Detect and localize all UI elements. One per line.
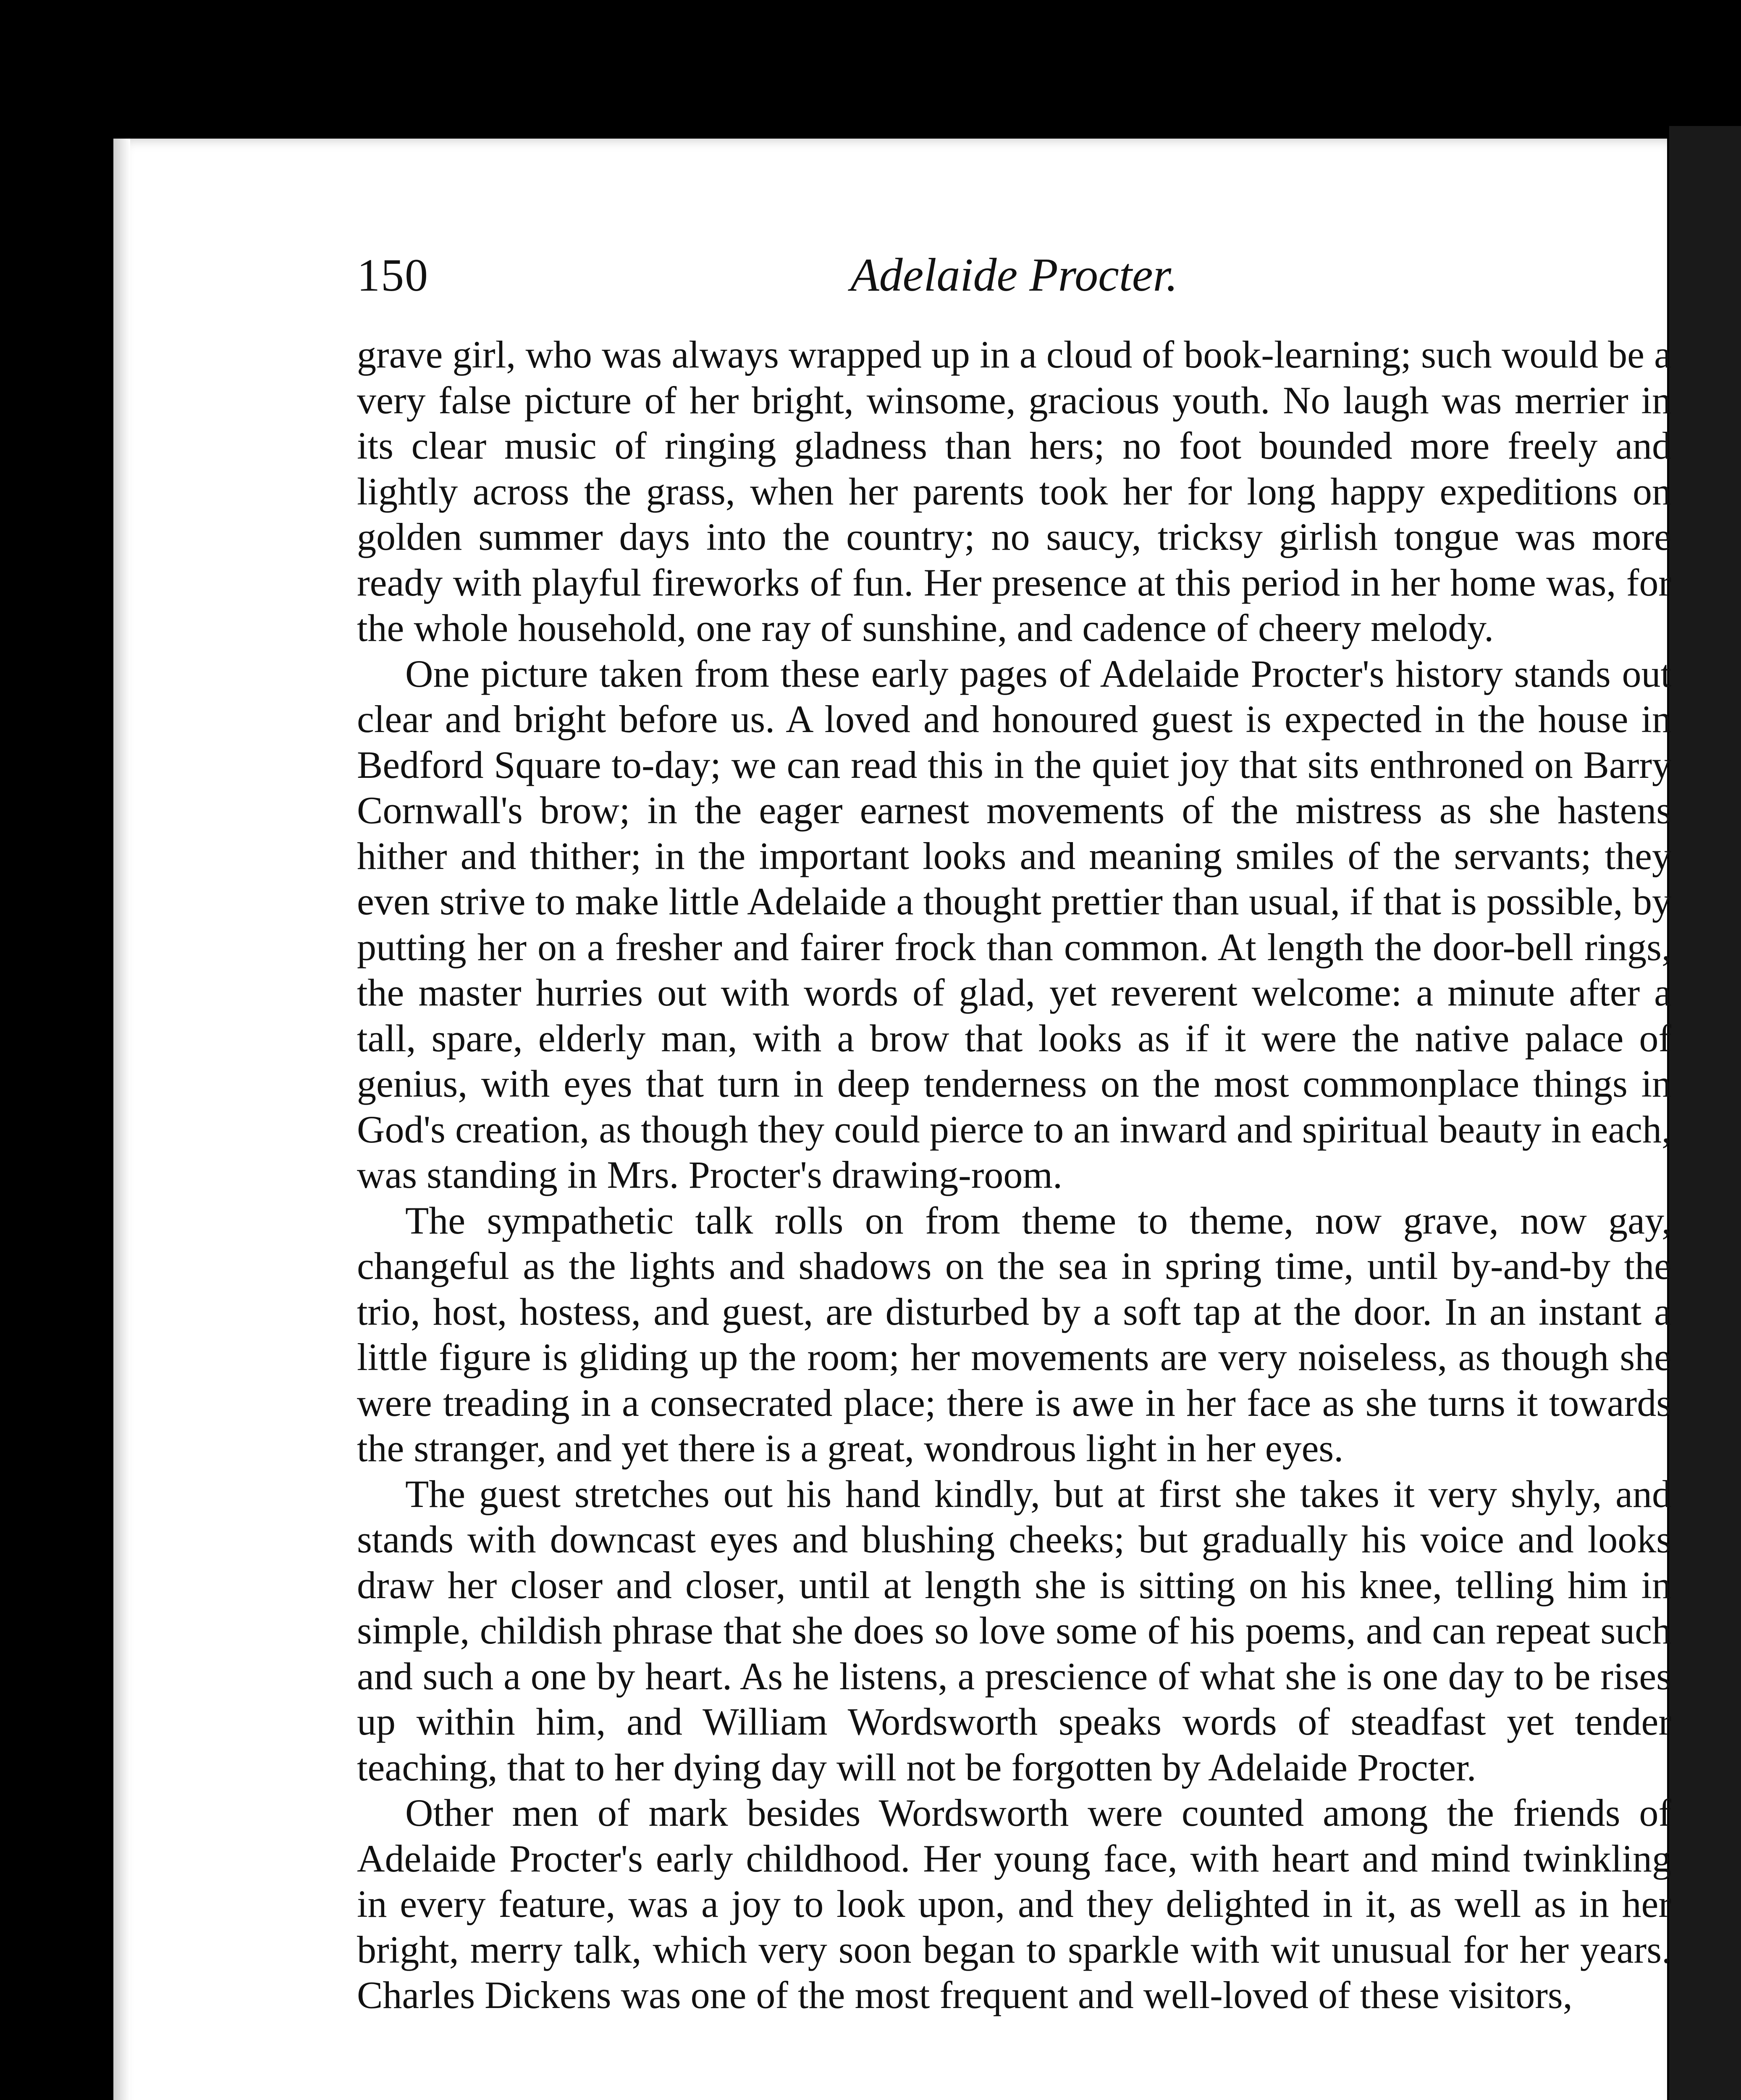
body-text	[357, 332, 1671, 2018]
paragraph: grave girl, who was always wrapped up in a cloud of book-learning; such would be a very false picture of her bright, winsome, gracious youth. No laugh was merrier in its clear music of ringing gladness than hers; no foot bounded more freely and lightly across the grass, when her parents took her for long happy expeditions on golden summer days into the country; no saucy, tricksy girlish tongue was more ready with playful fireworks of fun. Her presence at this period in her home was, for the whole household, one ray of sunshine, and cadence of cheery melody.	[357, 333, 1671, 649]
book-page	[113, 139, 1671, 2100]
page-number: 150	[357, 249, 429, 301]
paragraph: Other men of mark besides Wordsworth were counted among the friends of Adelaide Procter's early childhood. Her young face, with heart and mind twinkling in every feature, was a joy to look upon, and they delighted in it, as well as in her bright, merry talk, which very soon began to sparkle with wit unusual for her years. Charles Dickens was one of the most frequent and well-loved of these visitors,	[357, 1791, 1671, 2016]
page-edge	[1669, 126, 1741, 2100]
gutter-shadow	[113, 139, 130, 2100]
paragraph: One picture taken from these early pages of Adelaide Procter's history stands out clear and bright before us. A loved and honoured guest is expected in the house in Bedford Square to-day; we can read this in the quiet joy that sits enthroned on Barry Cornwall's brow; in the eager earnest movements of the mistress as she hastens hither and thither; in the important looks and meaning smiles of the servants; they even strive to make little Adelaide a thought prettier than usual, if that is possible, by putting her on a fresher and fairer frock than common. At length the door-bell rings, the master hurries out with words of glad, yet reverent welcome: a minute after a tall, spare, elderly man, with a brow that looks as if it were the native palace of genius, with eyes that turn in deep tenderness on the most commonplace things in God's creation, as though they could pierce to an inward and spiritual beauty in each, was standing in Mrs. Procter's drawing-room.	[357, 652, 1671, 1196]
running-title: Adelaide Procter.	[850, 249, 1178, 301]
paragraph: The guest stretches out his hand kindly, but at first she takes it very shyly, and stands with downcast eyes and blushing cheeks; but gradually his voice and looks draw her closer and closer, until at length she is sitting on his knee, telling him in simple, childish phrase that she does so love some of his poems, and can repeat such and such a one by heart. As he listens, a prescience of what she is one day to be rises up within him, and William Wordsworth speaks words of steadfast yet tender teaching, that to her dying day will not be forgotten by Adelaide Procter.	[357, 1472, 1671, 1789]
page-header	[357, 239, 1671, 311]
paragraph: The sympathetic talk rolls on from theme to theme, now grave, now gay, changeful as the lights and shadows on the sea in spring time, until by-and-by the trio, host, hostess, and guest, are disturbed by a soft tap at the door. In an instant a little figure is gliding up the room; her movements are very noiseless, as though she were treading in a consecrated place; there is awe in her face as she turns it towards the stranger, and yet there is a great, wondrous light in her eyes.	[357, 1199, 1671, 1470]
